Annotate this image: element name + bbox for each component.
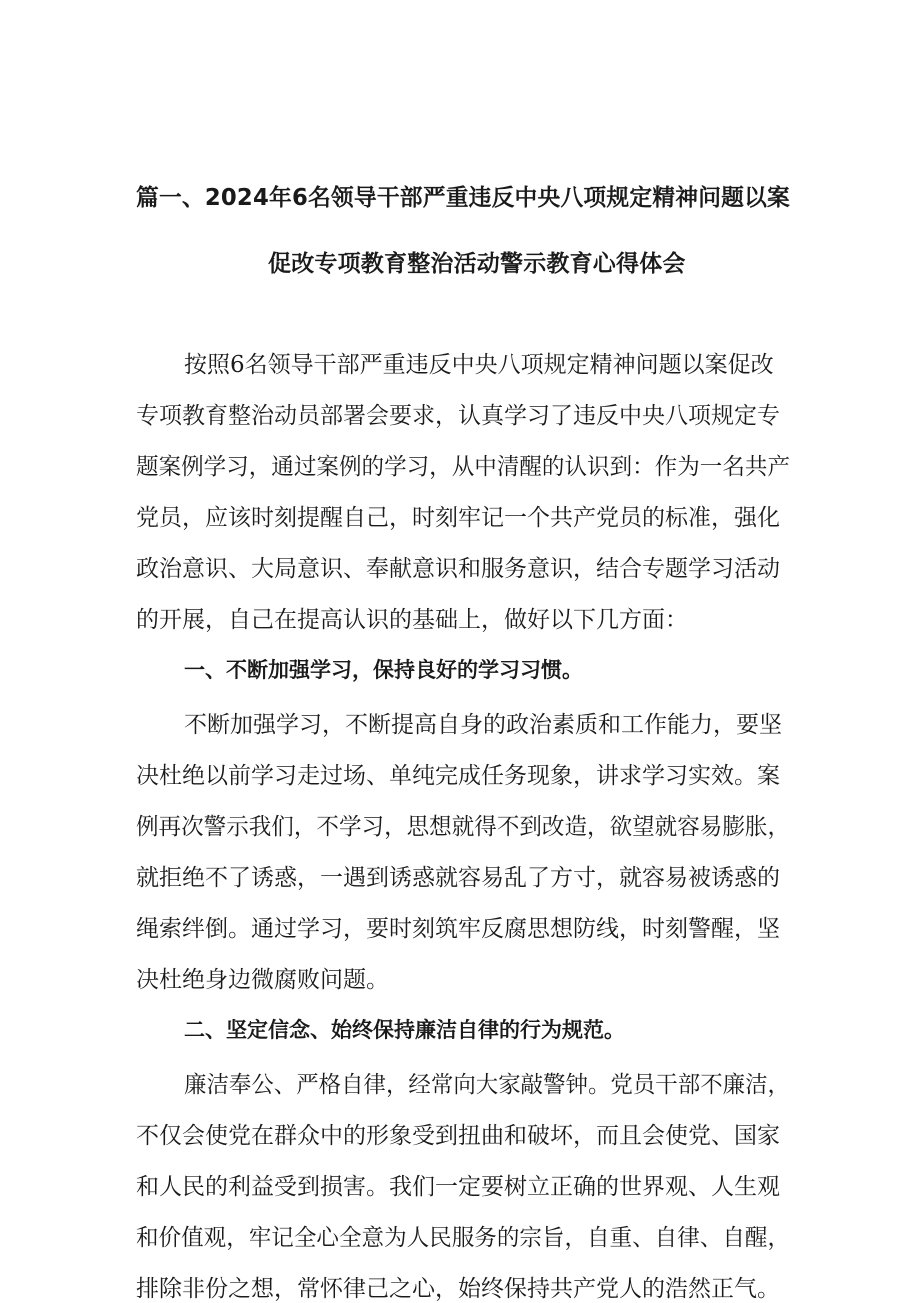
intro-line: 的开展，自己在提高认识的基础上，做好以下几方面： (136, 607, 688, 633)
intro-line: 按照6名领导干部严重违反中央八项规定精神问题以案促改 (184, 352, 774, 378)
section-2-line: 和价值观，牢记全心全意为人民服务的宗旨，自重、自律、自醒， (136, 1225, 790, 1251)
section-1-line: 不断加强学习，不断提高自身的政治素质和工作能力，要坚 (184, 712, 782, 738)
section-1-heading: 一、不断加强学习，保持良好的学习习惯。 (184, 658, 583, 682)
intro-line: 党员，应该时刻提醒自己，时刻牢记一个共产党员的标准，强化 (136, 505, 780, 531)
section-1-line: 决杜绝身边微腐败问题。 (136, 967, 389, 993)
section-1-line: 例再次警示我们，不学习，思想就得不到改造，欲望就容易膨胀， (136, 814, 790, 840)
section-2-line: 廉洁奉公、严格自律，经常向大家敲警钟。党员干部不廉洁， (184, 1072, 790, 1098)
section-2-line: 和人民的利益受到损害。我们一定要树立正确的世界观、人生观 (136, 1174, 780, 1200)
document-title-line-1: 篇一、2024年6名领导干部严重违反中央八项规定精神问题以案 (136, 185, 791, 211)
intro-line: 政治意识、大局意识、奉献意识和服务意识，结合专题学习活动 (136, 556, 780, 582)
section-2-line: 排除非份之想，常怀律己之心，始终保持共产党人的浩然正气。 (136, 1276, 780, 1302)
intro-line: 专项教育整治动员部署会要求，认真学习了违反中央八项规定专 (136, 403, 780, 429)
document-title-line-2: 促改专项教育整治活动警示教育心得体会 (268, 251, 686, 277)
section-2-heading: 二、坚定信念、始终保持廉洁自律的行为规范。 (184, 1018, 625, 1042)
section-1-line: 决杜绝以前学习走过场、单纯完成任务现象，讲求学习实效。案 (136, 763, 780, 789)
section-2-line: 不仅会使党在群众中的形象受到扭曲和破坏，而且会使党、国家 (136, 1123, 780, 1149)
section-1-line: 就拒绝不了诱惑，一遇到诱惑就容易乱了方寸，就容易被诱惑的 (136, 865, 780, 891)
intro-line: 题案例学习，通过案例的学习，从中清醒的认识到：作为一名共产 (136, 454, 790, 480)
section-1-line: 绳索绊倒。通过学习，要时刻筑牢反腐思想防线，时刻警醒，坚 (136, 916, 780, 942)
